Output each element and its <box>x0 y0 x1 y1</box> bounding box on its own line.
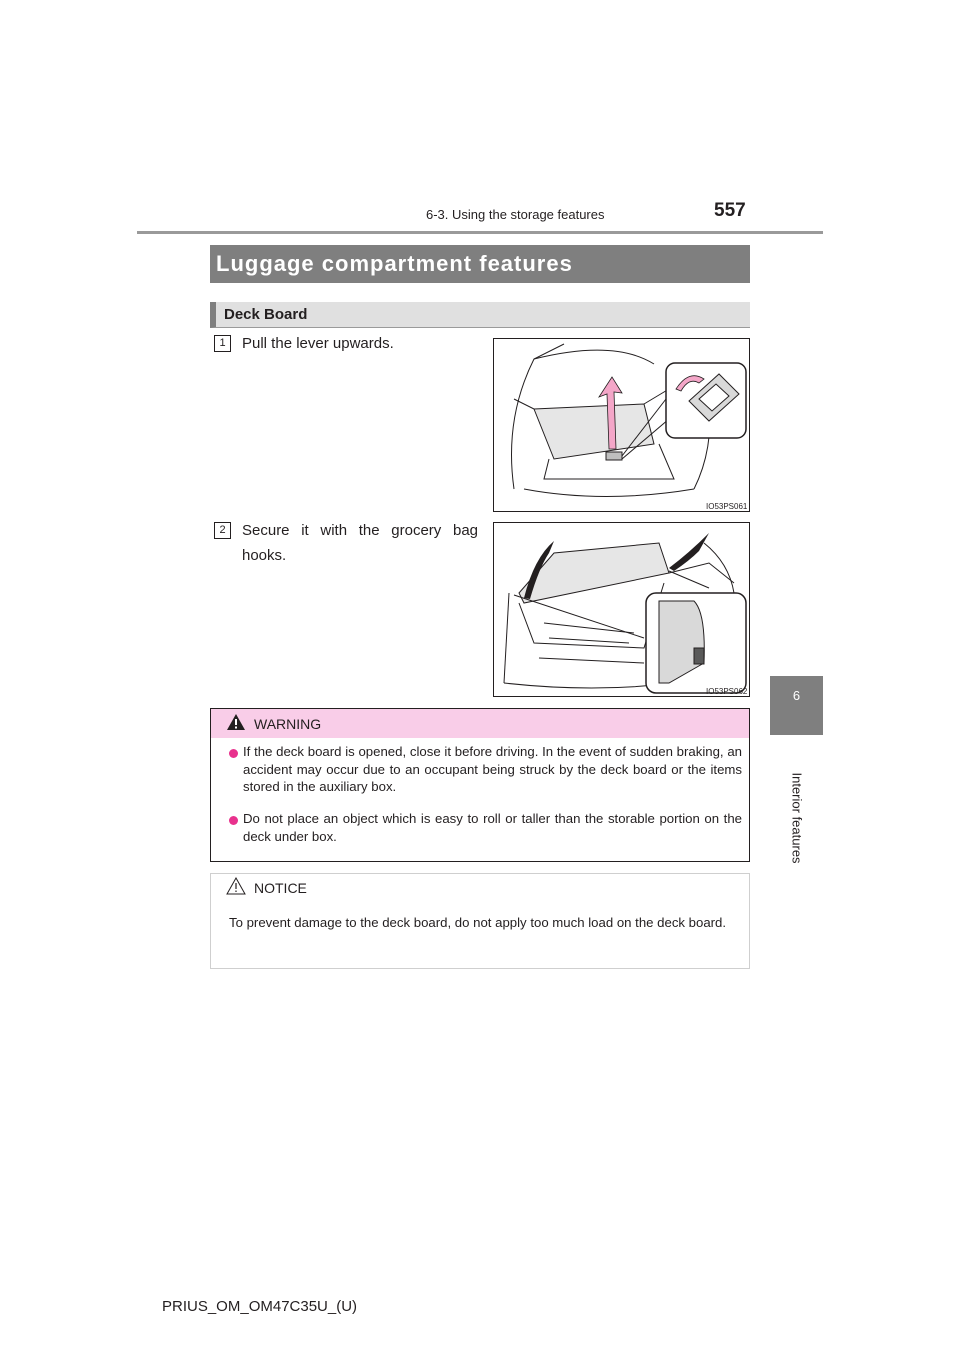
warning-title: WARNING <box>254 716 322 732</box>
step-text-1: Pull the lever upwards. <box>242 335 394 352</box>
bullet-icon <box>229 749 238 758</box>
chapter-tab <box>770 676 823 735</box>
notice-title: NOTICE <box>254 880 307 896</box>
figure-code-2: IO53PS062 <box>706 687 748 696</box>
chapter-tab-label: Interior features <box>789 772 805 864</box>
figure-lever-illustration <box>493 338 750 512</box>
subsection-heading: Deck Board <box>224 306 308 323</box>
document-footer: PRIUS_OM_OM47C35U_(U) <box>162 1298 358 1315</box>
trunk-lever-drawing <box>494 339 749 511</box>
chapter-tab-number: 6 <box>792 688 801 703</box>
bullet-icon <box>229 816 238 825</box>
figure-code-1: IO53PS061 <box>706 502 748 511</box>
warning-bullet-1: If the deck board is opened, close it before driving. In the event of sudden braking, an accident may occur due to an occupant being struck by the deck board or the items stored in the auxiliary box. <box>243 744 742 794</box>
step-number-2: 2 <box>214 522 231 539</box>
running-header-section: 6-3. Using the storage features <box>426 207 605 222</box>
step-text-2: Secure it with the grocery bag hooks. <box>242 522 478 564</box>
notice-text: To prevent damage to the deck board, do not apply too much load on the deck board. <box>229 915 727 930</box>
warning-triangle-icon <box>226 713 246 731</box>
page-number: 557 <box>714 200 746 221</box>
notice-triangle-icon <box>226 877 246 895</box>
figure-hooks-illustration <box>493 522 750 697</box>
grocery-hooks-drawing <box>494 523 749 696</box>
step-number-1: 1 <box>214 335 231 352</box>
section-title: Luggage compartment features <box>216 251 573 276</box>
warning-bullet-2: Do not place an object which is easy to roll or taller than the storable portion on the deck under box. <box>243 811 742 844</box>
header-rule <box>137 231 823 234</box>
